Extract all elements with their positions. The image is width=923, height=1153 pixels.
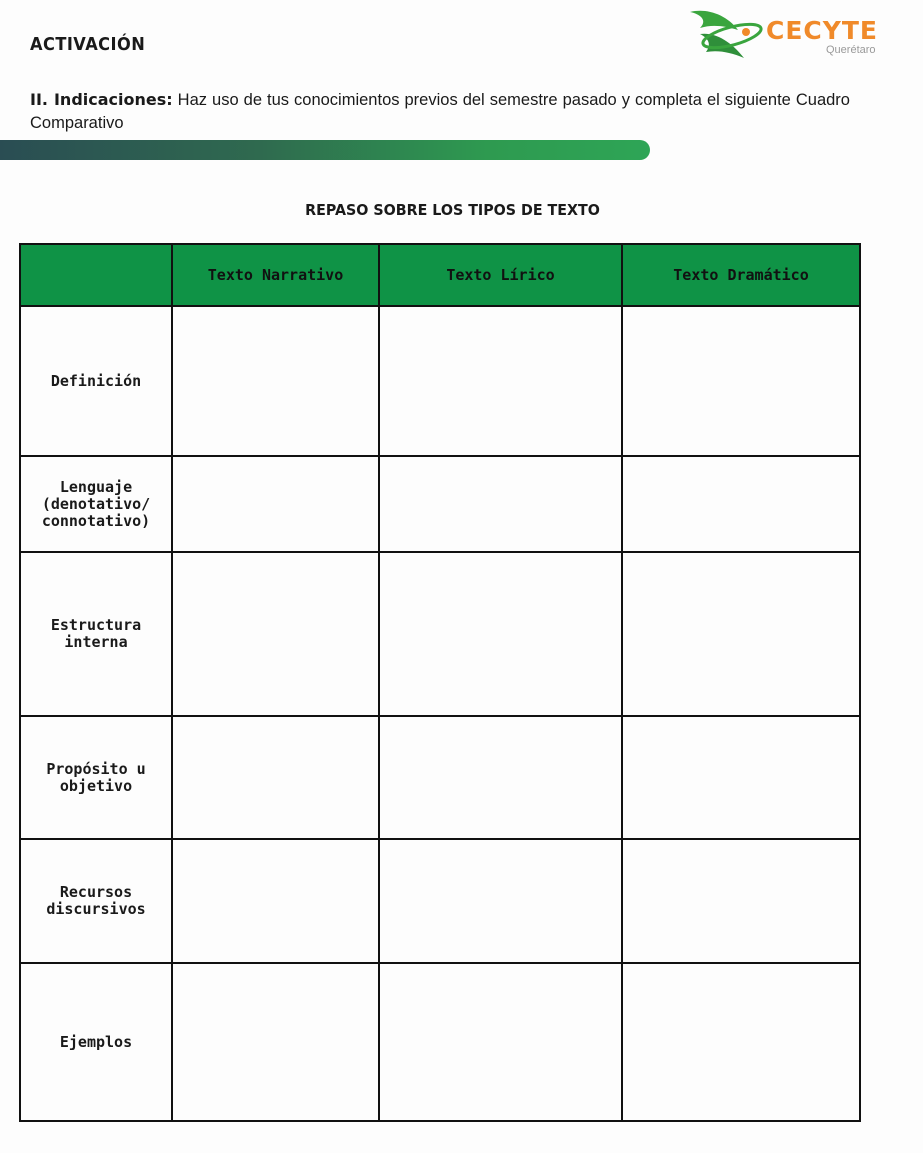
cell-lirico-lenguaje[interactable] (379, 456, 622, 552)
logo-name: CECYTE (766, 16, 879, 45)
cell-dramatico-definicion[interactable] (622, 306, 860, 456)
table-row (20, 839, 860, 963)
cell-narrativo-lenguaje[interactable] (172, 456, 379, 552)
table-title: REPASO SOBRE LOS TIPOS DE TEXTO (305, 201, 600, 219)
cell-lirico-proposito[interactable] (379, 716, 622, 839)
row-label-ejemplos: Ejemplos (20, 963, 172, 1121)
table-row (20, 456, 860, 552)
cell-lirico-ejemplos[interactable] (379, 963, 622, 1121)
table-row (20, 963, 860, 1121)
table-header-row (20, 244, 860, 306)
cell-lirico-estructura[interactable] (379, 552, 622, 716)
cell-narrativo-estructura[interactable] (172, 552, 379, 716)
header-cell-empty (20, 244, 172, 306)
cell-narrativo-recursos[interactable] (172, 839, 379, 963)
cell-dramatico-recursos[interactable] (622, 839, 860, 963)
cell-dramatico-lenguaje[interactable] (622, 456, 860, 552)
cell-narrativo-definicion[interactable] (172, 306, 379, 456)
header-texto-lirico: Texto Lírico (379, 244, 622, 306)
row-label-lenguaje: Lenguaje (denotativo/ connotativo) (20, 456, 172, 552)
table-row (20, 306, 860, 456)
table-row (20, 552, 860, 716)
table-row (20, 716, 860, 839)
cell-narrativo-proposito[interactable] (172, 716, 379, 839)
decorative-gradient-bar (0, 140, 650, 160)
cell-lirico-definicion[interactable] (379, 306, 622, 456)
instructions-text: Haz uso de tus conocimientos previos del semestre pasado y completa el siguiente Cuadro Comparativo (30, 91, 850, 132)
row-label-definicion: Definición (20, 306, 172, 456)
instructions (30, 88, 850, 135)
row-label-proposito: Propósito u objetivo (20, 716, 172, 839)
logo-subtitle: Querétaro (826, 44, 876, 56)
cell-narrativo-ejemplos[interactable] (172, 963, 379, 1121)
header-texto-dramatico: Texto Dramático (622, 244, 860, 306)
instructions-label: II. Indicaciones: (30, 90, 173, 109)
cell-dramatico-ejemplos[interactable] (622, 963, 860, 1121)
cell-lirico-recursos[interactable] (379, 839, 622, 963)
cell-dramatico-estructura[interactable] (622, 552, 860, 716)
section-title: ACTIVACIÓN (30, 34, 146, 55)
header-texto-narrativo: Texto Narrativo (172, 244, 379, 306)
row-label-estructura: Estructura interna (20, 552, 172, 716)
cell-dramatico-proposito[interactable] (622, 716, 860, 839)
comparison-table (19, 243, 861, 1122)
row-label-recursos: Recursos discursivos (20, 839, 172, 963)
